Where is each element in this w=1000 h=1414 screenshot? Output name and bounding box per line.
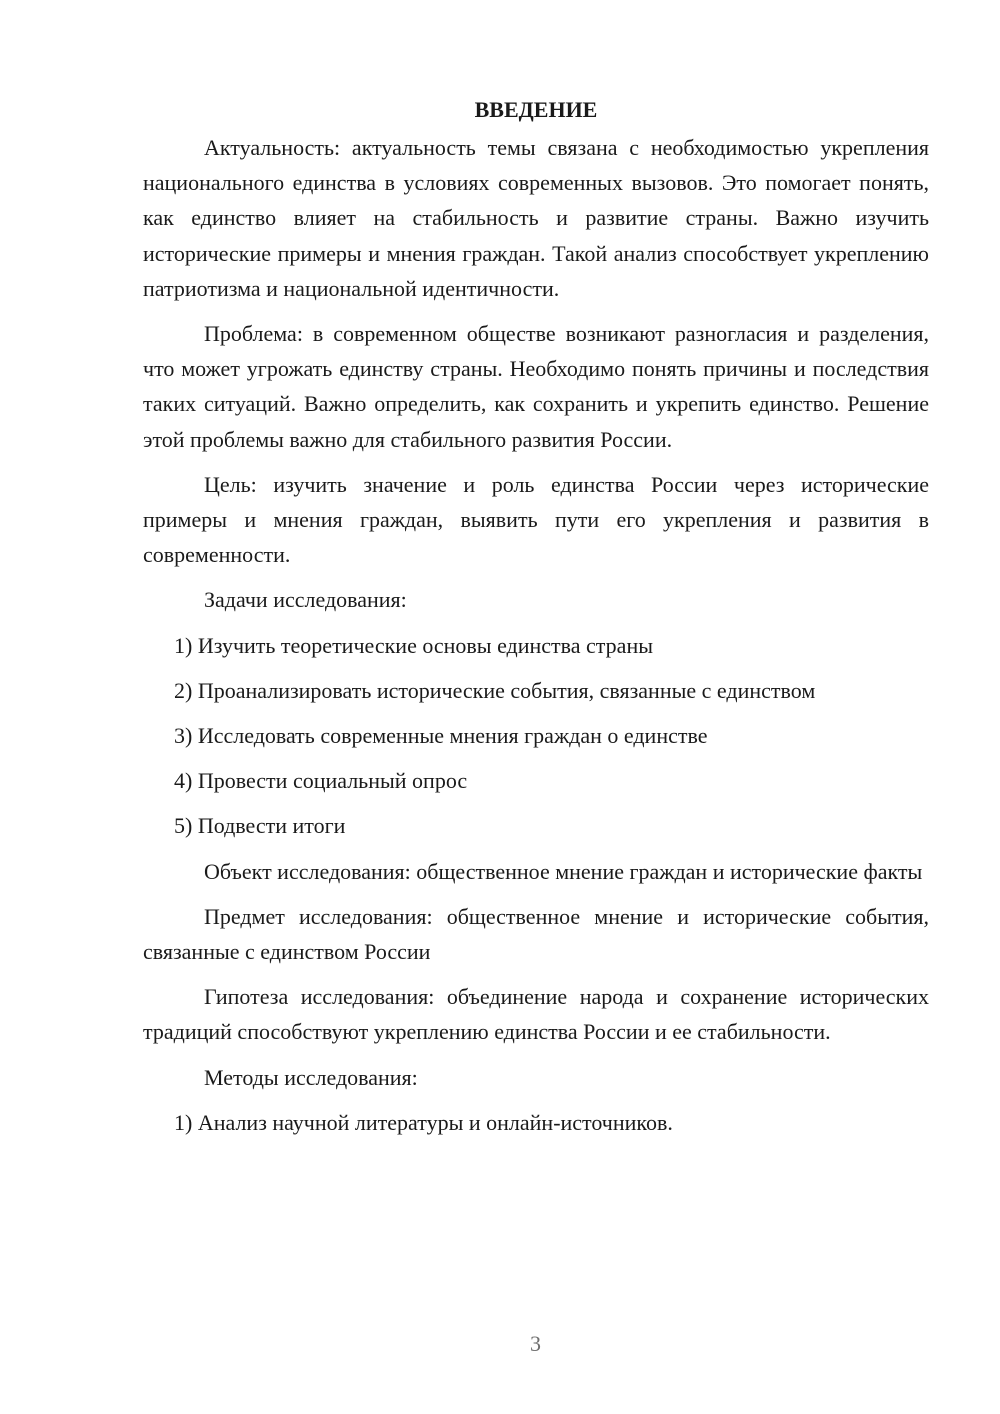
methods-label: Методы исследования: <box>204 1064 418 1090</box>
list-item: 1) Анализ научной литературы и онлайн-источников. <box>174 1109 673 1135</box>
list-item: 4) Провести социальный опрос <box>174 768 468 794</box>
document-page <box>143 92 929 1150</box>
tasks-list <box>143 628 929 844</box>
methods-list <box>143 1105 929 1140</box>
list-item: 3) Исследовать современные мнения граждан о единстве <box>174 723 708 749</box>
list-item: 1) Изучить теоретические основы единства страны <box>174 632 654 658</box>
goal-paragraph: Цель: изучить значение и роль единства России через исторические примеры и мнения граждан, выявить пути его укрепления и развития в современности. <box>143 471 929 568</box>
page-title: ВВЕДЕНИЕ <box>474 97 598 122</box>
hypothesis-paragraph: Гипотеза исследования: объединение народа и сохранение исторических традиций способствуют укреплению единства России и ее стабильности. <box>143 984 929 1045</box>
relevance-paragraph: Актуальность: актуальность темы связана с необходимостью укрепления национального единства в условиях современных вызовов. Это помогает понять, как единство влияет на стабильность и развитие страны. Важно изучить исторические примеры и мнения граждан. Такой анализ способствует укреплению патриотизма и национальной идентичности. <box>143 135 929 301</box>
problem-paragraph: Проблема: в современном обществе возникают разногласия и разделения, что может угрожать единству страны. Необходимо понять причины и последствия таких ситуаций. Важно определить, как сохранить и укрепить единство. Решение этой проблемы важно для стабильного развития России. <box>143 321 929 452</box>
list-item: 5) Подвести итоги <box>174 813 346 839</box>
subject-paragraph: Предмет исследования: общественное мнение и исторические события, связанные с единством России <box>143 903 929 965</box>
page-number: 3 <box>530 1331 541 1356</box>
tasks-label: Задачи исследования: <box>204 587 407 613</box>
object-paragraph: Объект исследования: общественное мнение граждан и исторические факты <box>204 858 923 884</box>
list-item: 2) Проанализировать исторические события, связанные с единством <box>174 677 816 703</box>
